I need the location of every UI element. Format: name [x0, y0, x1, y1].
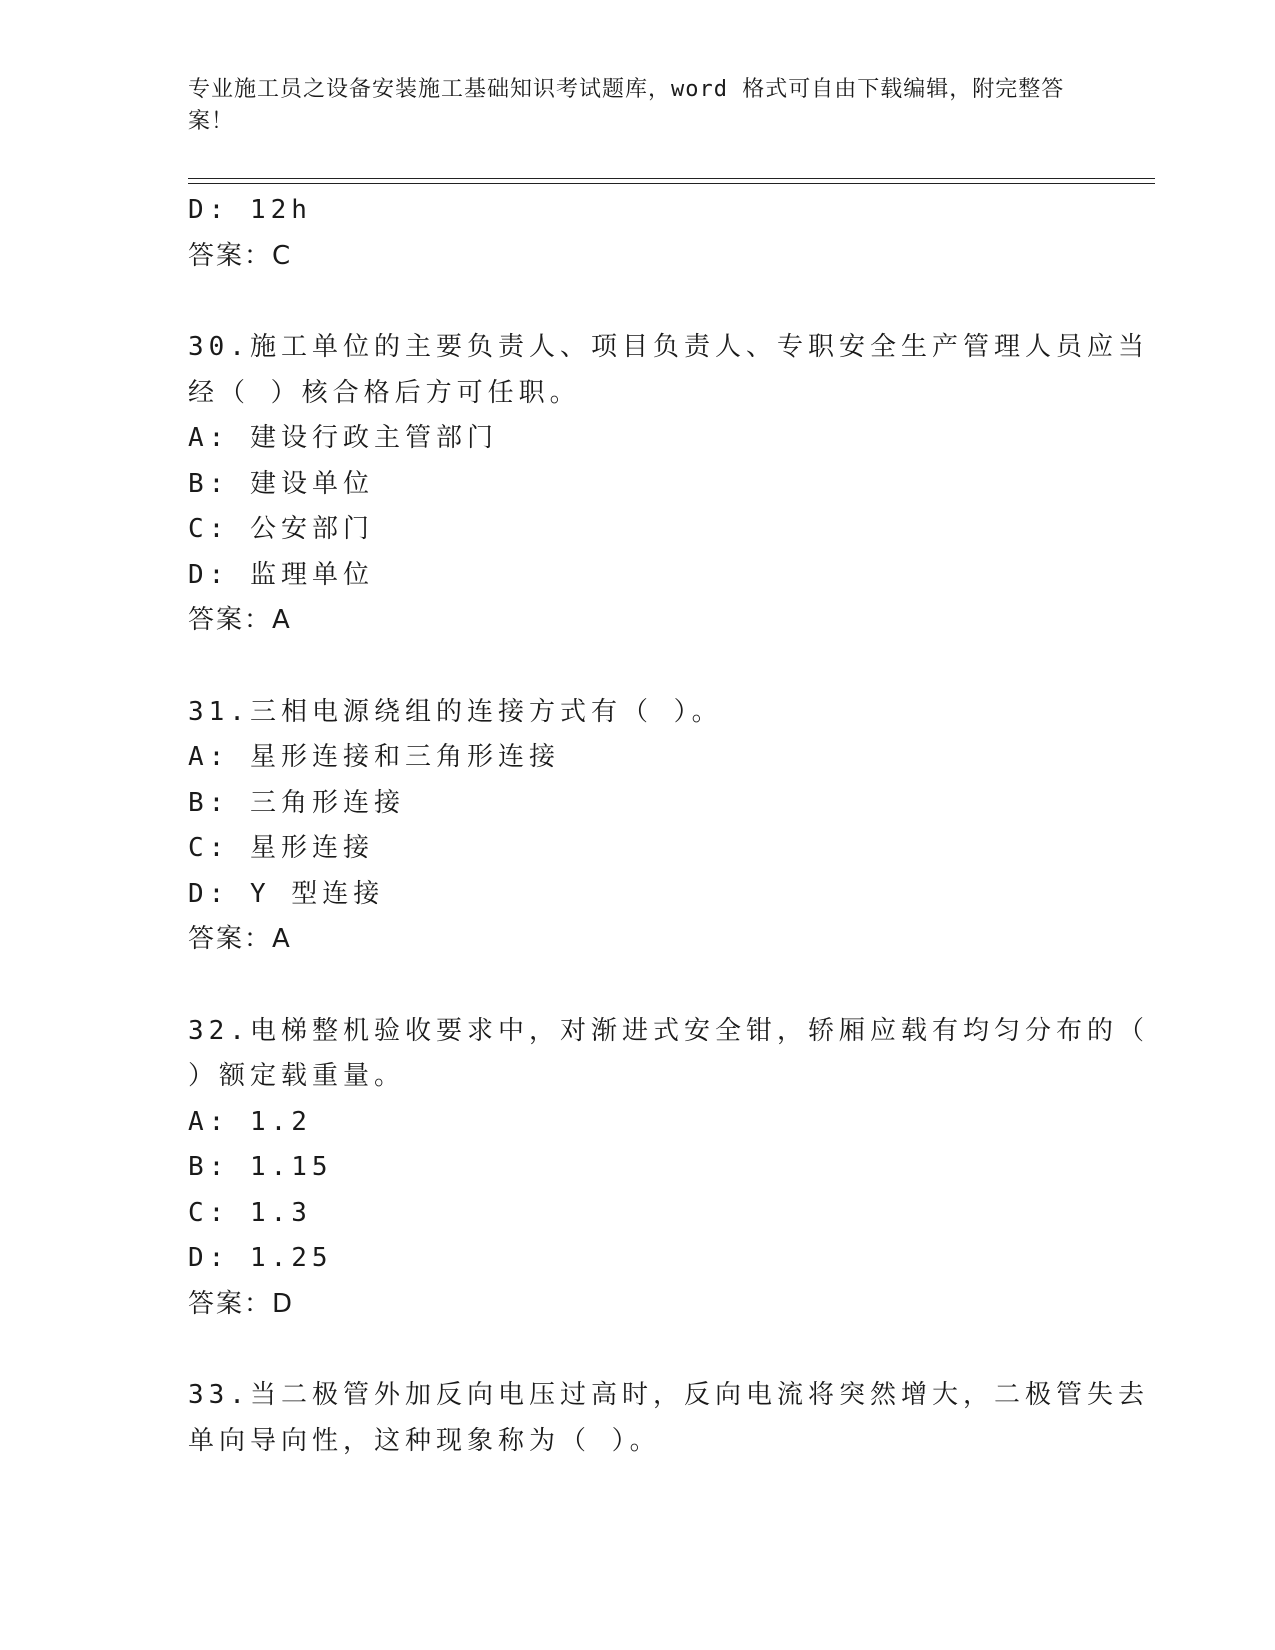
question-32-stem: 32.电梯整机验收要求中，对渐进式安全钳，轿厢应载有均匀分布的（ — [188, 1015, 1149, 1046]
question-32-stem-cont: ）额定载重量。 — [188, 1061, 406, 1091]
question-30-stem-cont: 经（ ）核合格后方可任职。 — [188, 377, 581, 408]
question-30-stem: 30.施工单位的主要负责人、项目负责人、专职安全生产管理人员应当 — [188, 332, 1149, 362]
question-31-stem: 31.三相电源绕组的连接方式有（ ）。 — [188, 696, 723, 727]
header-rule-top — [188, 178, 1155, 179]
answer-line: 答案：C — [188, 240, 293, 271]
question-31-option-d: D: Y 型连接 — [188, 878, 385, 909]
question-31-answer: 答案：A — [188, 924, 292, 954]
question-30-option-c: C: 公安部门 — [188, 514, 374, 544]
question-32-option-d: D: 1.25 — [188, 1243, 333, 1273]
question-31-option-b: B: 三角形连接 — [188, 787, 405, 818]
question-32-option-b: B: 1.15 — [188, 1152, 333, 1182]
question-32-option-c: C: 1.3 — [188, 1197, 312, 1228]
question-31-option-a: A: 星形连接和三角形连接 — [188, 742, 560, 772]
header-rule-bottom — [188, 183, 1155, 184]
question-31-option-c: C: 星形连接 — [188, 833, 374, 863]
question-30-option-a: A: 建设行政主管部门 — [188, 423, 498, 453]
question-33-stem-cont: 单向导向性，这种现象称为（ ）。 — [188, 1425, 661, 1456]
question-30-answer: 答案：A — [188, 605, 292, 635]
question-30-option-b: B: 建设单位 — [188, 468, 374, 499]
option-d: D: 12h — [188, 195, 312, 225]
question-30-option-d: D: 监理单位 — [188, 559, 374, 590]
question-33-stem: 33.当二极管外加反向电压过高时，反向电流将突然增大，二极管失去 — [188, 1380, 1149, 1410]
document-header: 专业施工员之设备安装施工基础知识考试题库，word 格式可自由下载编辑，附完整答案！ — [188, 77, 1065, 134]
question-32-option-a: A: 1.2 — [188, 1106, 312, 1137]
question-content — [188, 188, 1149, 1464]
question-32-answer: 答案：D — [188, 1288, 295, 1319]
